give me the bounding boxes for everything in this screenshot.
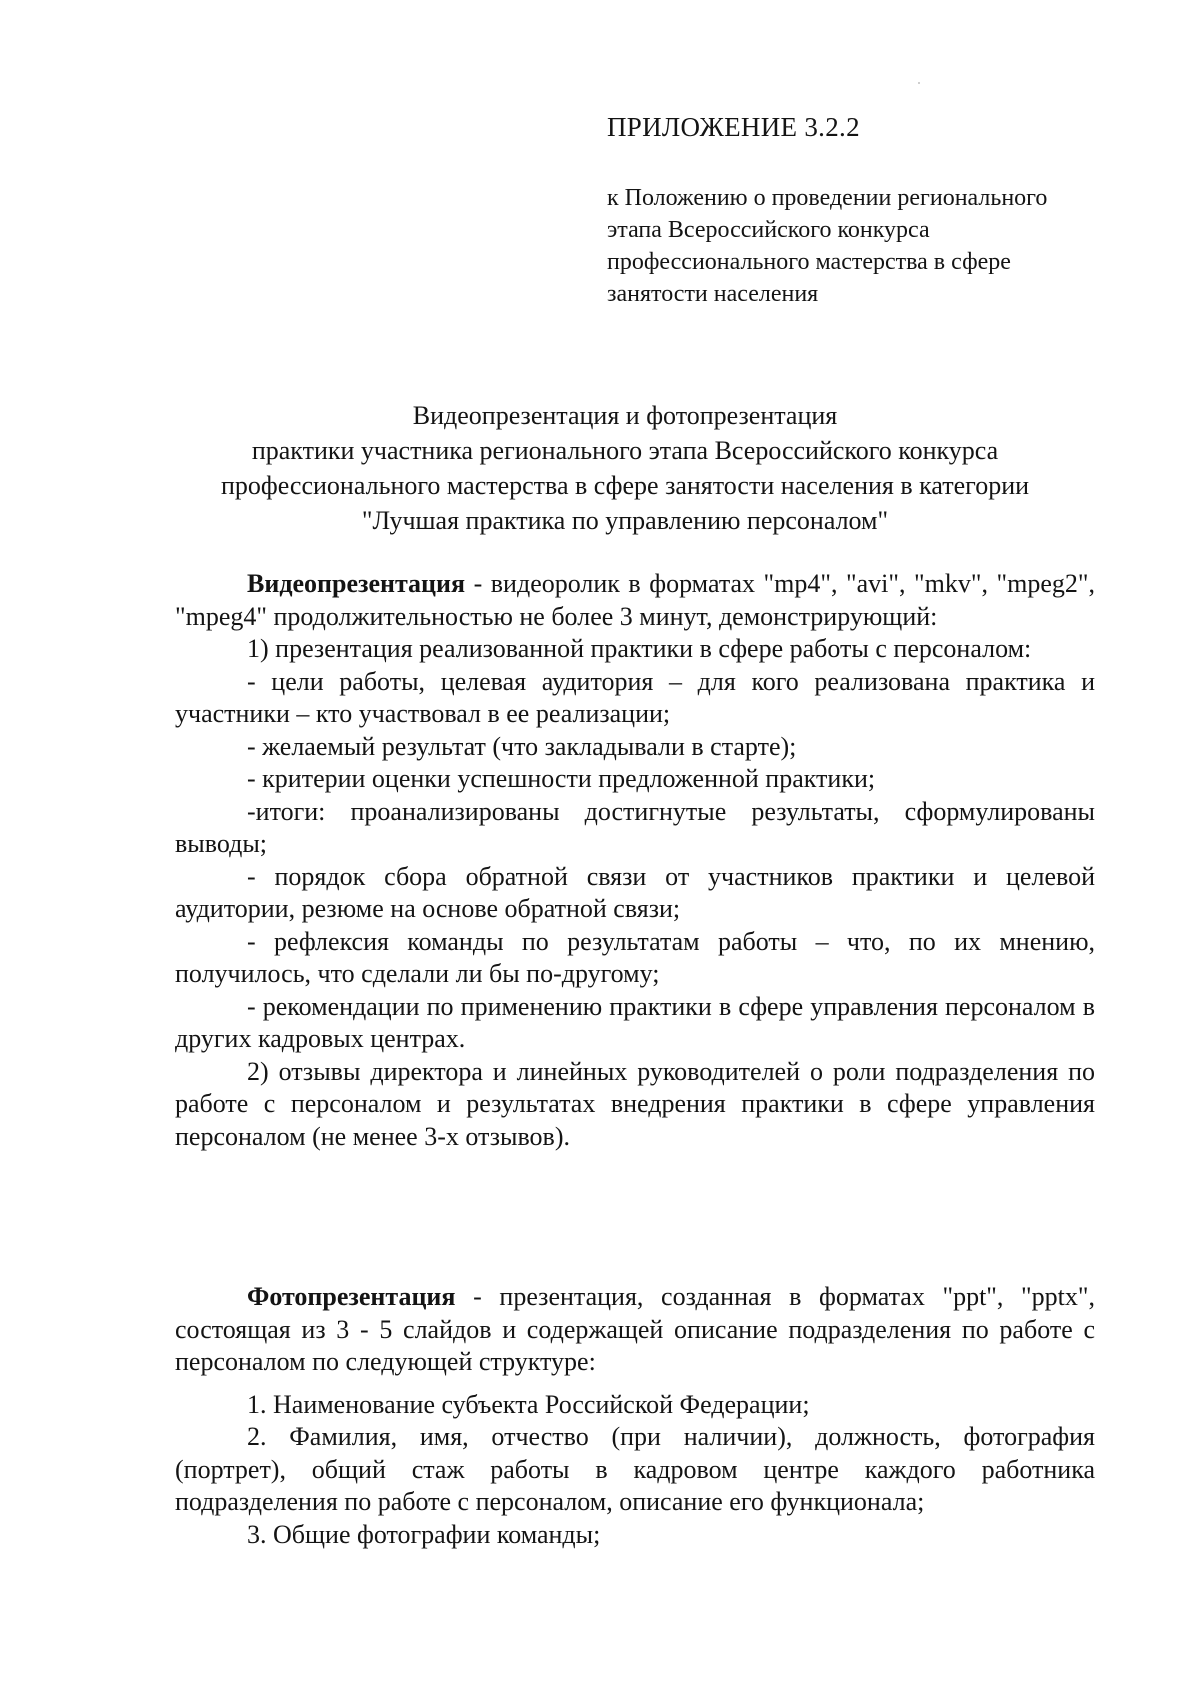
video-intro-text: - видеоролик в форматах "mp4", "avi", "mkv", "mpeg2", "mpeg4" продолжительностью не более 3 минут, демонстрирующий: bbox=[175, 569, 1095, 631]
photo-term: Фотопрезентация bbox=[247, 1282, 456, 1311]
video-term: Видеопрезентация bbox=[247, 569, 466, 598]
title-line: практики участника регионального этапа Всероссийского конкурса bbox=[251, 436, 999, 465]
title-line: "Лучшая практика по управлению персоналом" bbox=[361, 506, 889, 535]
photo-item: 3. Общие фотографии команды; bbox=[247, 1519, 601, 1549]
appendix-reference bbox=[607, 182, 1127, 310]
video-item: -итоги: проанализированы достигнутые результаты, сформулированы выводы; bbox=[175, 796, 1095, 858]
video-item: - рефлексия команды по результатам работы – что, по их мнению, получилось, что сделали ли бы по-другому; bbox=[175, 926, 1095, 988]
paragraph-gap bbox=[175, 1379, 1095, 1389]
appendix-reference-line: этапа Всероссийского конкурса bbox=[607, 217, 930, 243]
video-item: - критерии оценки успешности предложенной практики; bbox=[247, 764, 876, 793]
photo-item: 1. Наименование субъекта Российской Федерации; bbox=[247, 1389, 810, 1419]
video-item: - цели работы, целевая аудитория – для кого реализована практика и участники – кто участвовал в ее реализации; bbox=[175, 666, 1095, 728]
video-item: - рекомендации по применению практики в сфере управления персоналом в других кадровых центрах. bbox=[175, 991, 1095, 1053]
title-line: Видеопрезентация и фотопрезентация bbox=[412, 401, 838, 430]
appendix-reference-line: к Положению о проведении регионального bbox=[607, 185, 1048, 211]
video-intro-paragraph bbox=[175, 568, 1095, 633]
appendix-reference-line: профессионального мастерства в сфере bbox=[607, 249, 1011, 275]
video-item: 1) презентация реализованной практики в сфере работы с персоналом: bbox=[247, 634, 1032, 663]
photo-intro-text: - презентация, созданная в форматах "ppt", "pptx", состоящая из 3 - 5 слайдов и содержащей описание подразделения по работе с персоналом по следующей структуре: bbox=[175, 1282, 1095, 1376]
video-item: - желаемый результат (что закладывали в старте); bbox=[247, 731, 797, 761]
video-item: 2) отзывы директора и линейных руководителей о роли подразделения по работе с персоналом и результатах внедрения практики в сфере управления персоналом (не менее 3-х отзывов). bbox=[175, 1056, 1095, 1151]
photo-presentation-section bbox=[175, 1281, 1095, 1551]
photo-item: 2. Фамилия, имя, отчество (при наличии), должность, фотография (портрет), общий стаж работы в кадровом центре каждого работника подразделения по работе с персоналом, описание его функционала; bbox=[175, 1422, 1095, 1516]
document-title bbox=[150, 398, 1100, 538]
scan-speck bbox=[918, 82, 920, 84]
appendix-reference-line: занятости населения bbox=[607, 281, 819, 307]
appendix-number: ПРИЛОЖЕНИЕ 3.2.2 bbox=[607, 112, 860, 142]
video-item: - порядок сбора обратной связи от участников практики и целевой аудитории, резюме на основе обратной связи; bbox=[175, 861, 1095, 923]
title-line: профессионального мастерства в сфере занятости населения в категории bbox=[220, 471, 1030, 500]
photo-intro-paragraph bbox=[175, 1281, 1095, 1379]
video-presentation-section bbox=[175, 568, 1095, 1153]
